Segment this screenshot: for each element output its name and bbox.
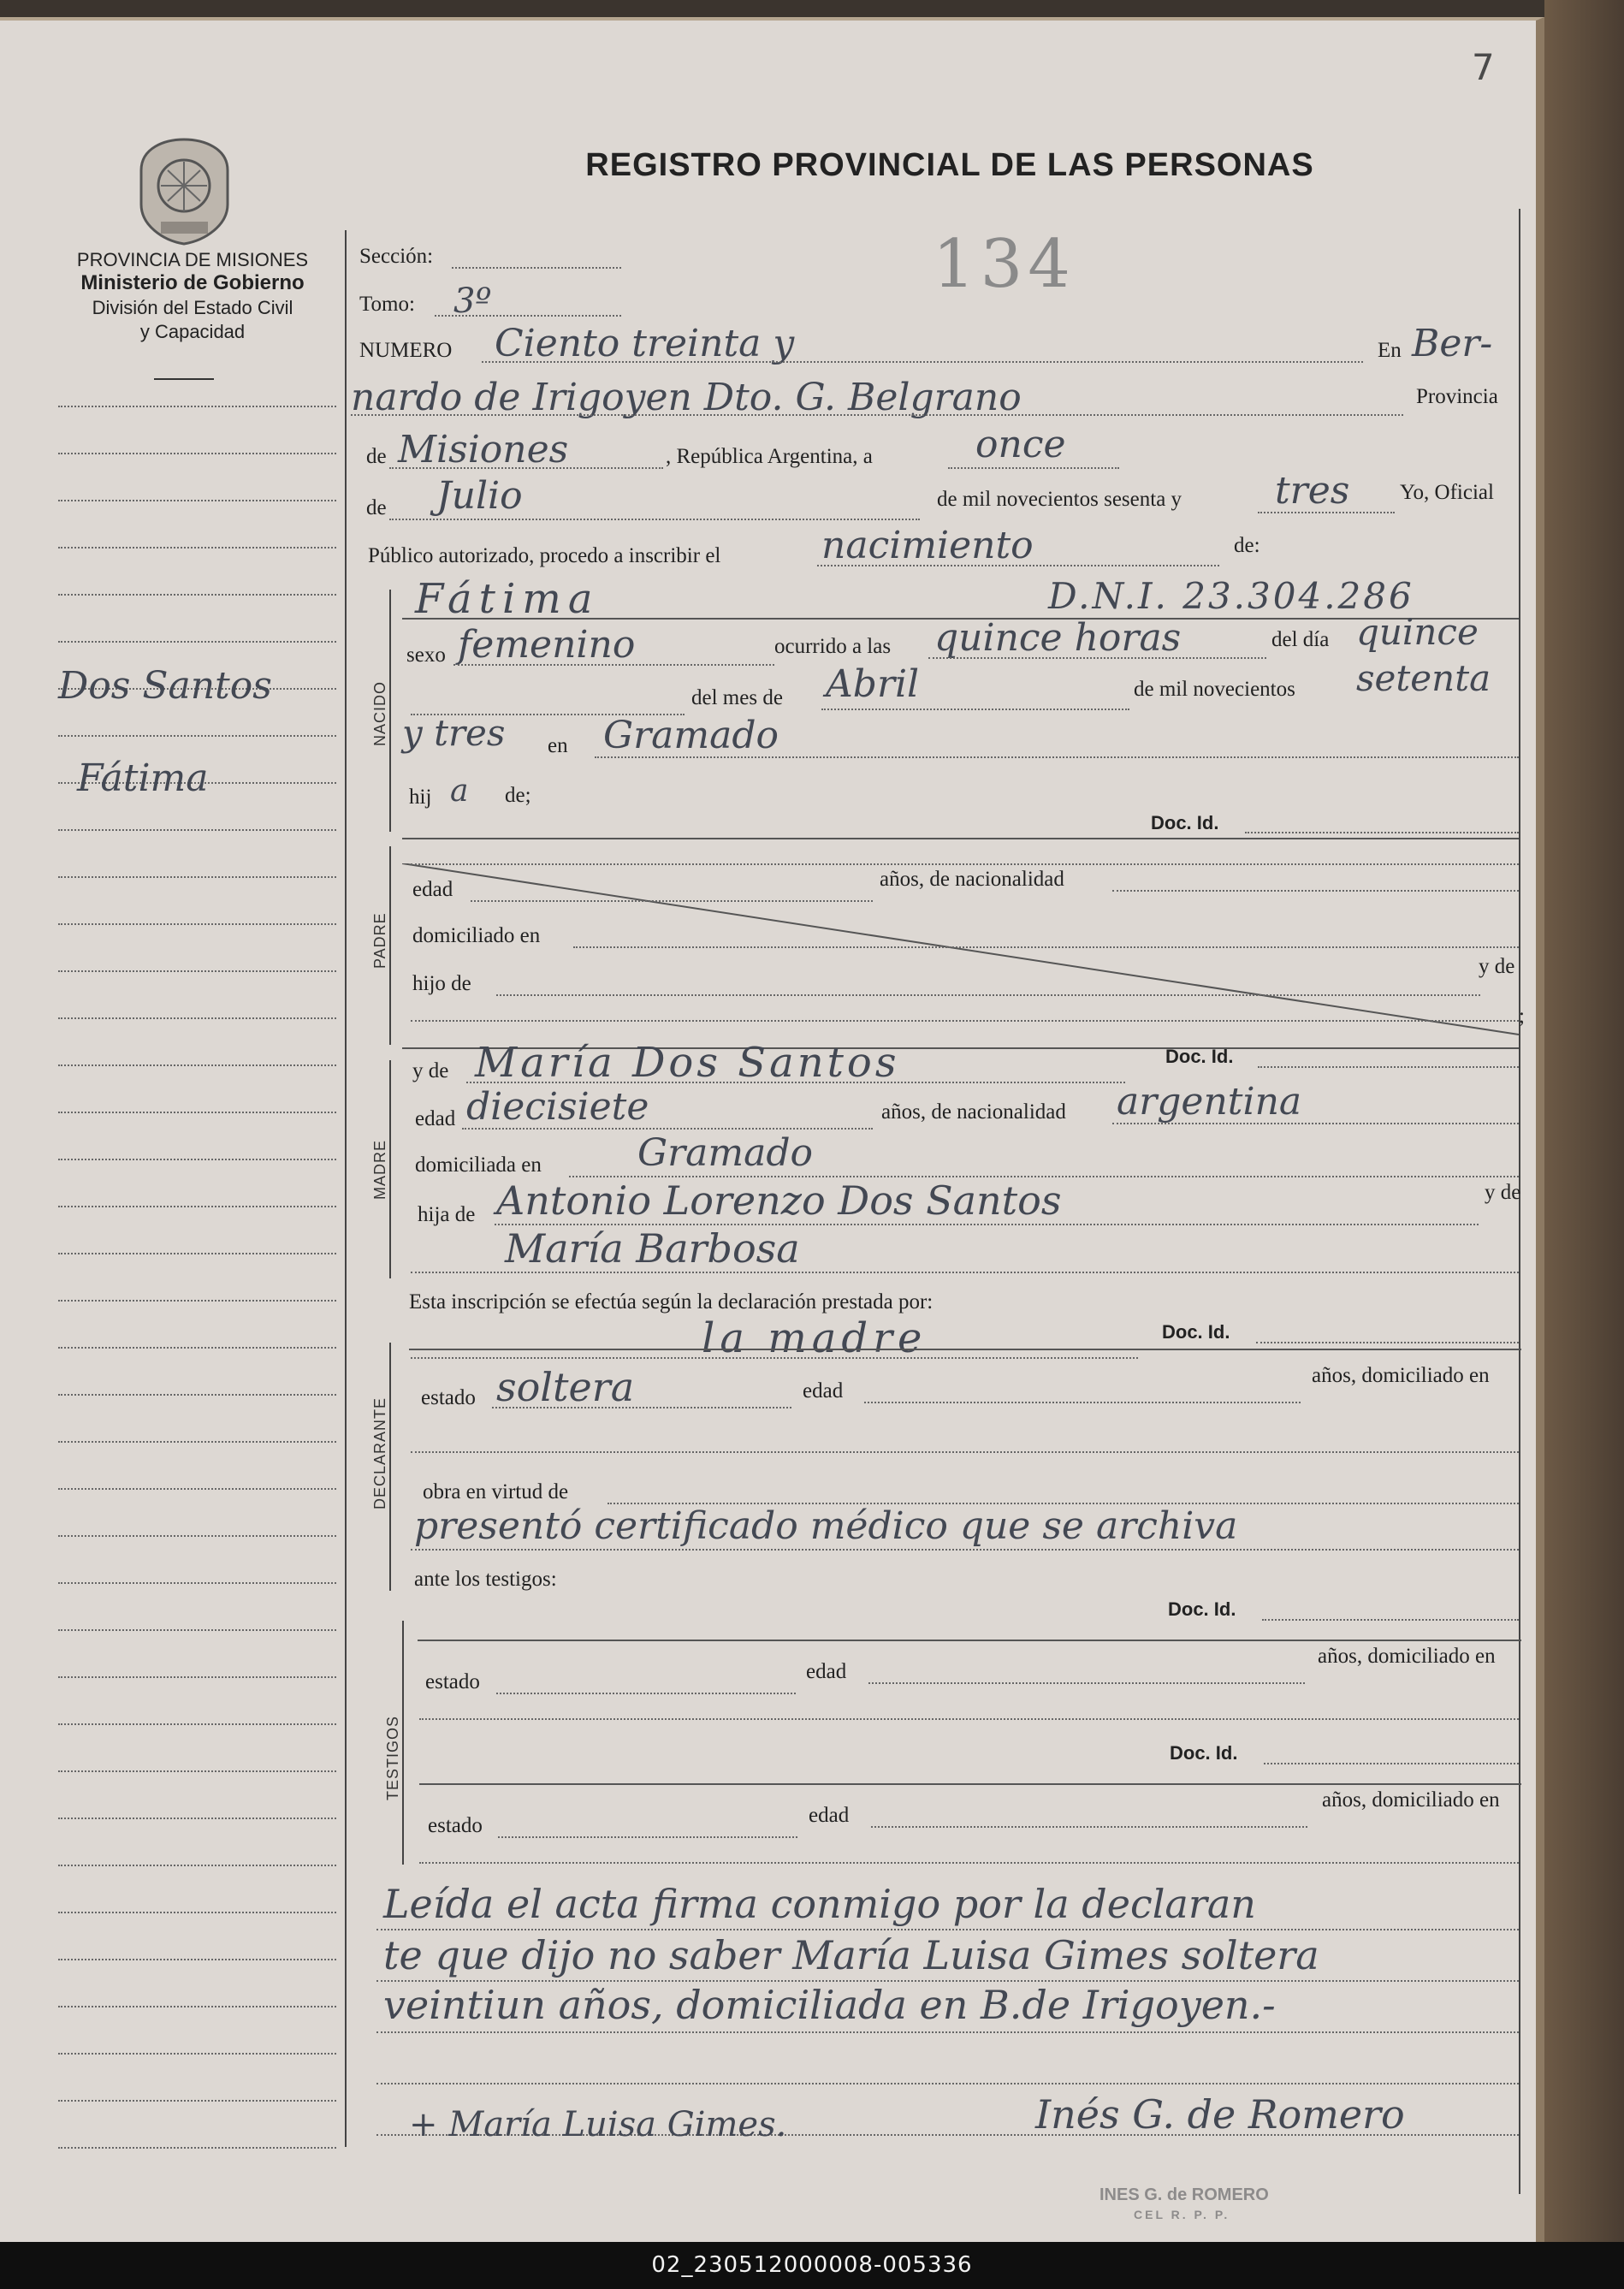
padre-bracket [389,846,391,1045]
doc-id-label-5: Doc. Id. [1170,1742,1238,1764]
del-dia-label: del día [1271,628,1330,651]
tomo-label: Tomo: [359,293,415,316]
signature-officer: Inés G. de Romero [1035,2091,1405,2138]
anos-nac-label-padre: años, de nacionalidad [880,868,1064,891]
signature-declarant: + María Luisa Gimes. [409,2105,787,2144]
madre-madre-value: María Barbosa [505,1225,800,1272]
tomo-value: 3º [453,282,492,321]
coat-of-arms-seal [135,136,234,246]
y-de-label-madre-2: y de [1485,1181,1521,1204]
edad-label-madre: edad [415,1107,456,1130]
dia-nac-value: quince [1356,611,1479,653]
provincia-label: Provincia [1416,385,1498,408]
testigos-tag: TESTIGOS [384,1715,401,1800]
de-colon-label: de: [1234,534,1260,557]
registry-number-handwritten: 134 [933,226,1076,303]
place-value: nardo de Irigoyen Dto. G. Belgrano [351,376,1022,419]
estado-label-t2: estado [428,1814,483,1837]
madre-tag: MADRE [371,1139,388,1200]
seccion-label: Sección: [359,245,434,268]
acto-value: nacimiento [821,524,1034,567]
dia-value: once [975,423,1066,466]
mes-value: Julio [436,474,523,518]
inscripcion-label: Esta inscripción se efectúa según la declaración prestada por: [409,1290,934,1314]
republica-label: , República Argentina, a [666,445,873,468]
de-mil-label-2: de mil novecientos [1134,678,1295,701]
domiciliado-label-padre: domiciliado en [412,924,541,947]
edad-label-padre: edad [412,878,453,901]
nacido-bracket [389,590,391,832]
anos-dom-label-t2: años, domiciliado en [1322,1788,1500,1812]
divider [154,378,214,380]
sexo-label: sexo [406,643,446,667]
left-rule [345,230,347,2147]
declarante-tag: DECLARANTE [371,1397,388,1509]
declarante-bracket [389,1343,391,1591]
publico-label: Público autorizado, procedo a inscribir el [368,544,721,567]
institution-block [34,249,351,343]
page-title: REGISTRO PROVINCIAL DE LAS PERSONAS [585,147,1314,183]
nacido-tag: NACIDO [371,680,388,746]
obra-value: presentó certificado médico que se archiva [414,1504,1238,1548]
y-de-label-madre: y de [412,1059,449,1082]
institution-line-1: PROVINCIA DE MISIONES [76,249,309,270]
anos-nac-label-madre: años, de nacionalidad [881,1100,1066,1124]
certificate-sheet [0,17,1544,2242]
institution-line-2: Ministerio de Gobierno [80,271,305,294]
madre-dom-value: Gramado [637,1131,814,1175]
en-label: En [1378,339,1402,362]
scan-id-footer: 02_230512000008-005336 [0,2242,1624,2289]
doc-id-label-4: Doc. Id. [1168,1598,1236,1620]
institution-line-3: División del Estado Civil [92,297,293,318]
padre-tag: PADRE [371,912,388,969]
anio-nac-2-value: y tres [402,712,506,754]
sexo-value: femenino [458,623,636,667]
margin-given-name: Fátima [77,756,209,800]
de-label-2: de [366,496,387,519]
estado-label-decl: estado [421,1386,476,1409]
del-mes-label: del mes de [691,686,783,709]
de-mil-label: de mil novecientos sesenta y [937,488,1182,511]
testigos-bracket [402,1621,404,1865]
semicolon-label: ; [1519,1005,1525,1028]
margin-surname: Dos Santos [58,664,272,708]
nota-line-1: Leída el acta firma conmigo por la declaran [383,1881,1256,1927]
doc-id-label-2: Doc. Id. [1165,1046,1234,1067]
hora-value: quince horas [934,616,1182,660]
provincia-value: Misiones [398,428,569,471]
declarante-value: la madre [702,1314,928,1362]
lugar-nac-value: Gramado [603,714,779,757]
institution-line-4: y Capacidad [139,321,246,342]
en-place-value: Ber- [1412,322,1493,365]
edad-label-t2: edad [809,1804,850,1827]
edad-label-decl: edad [803,1379,844,1402]
officer-stamp: INES G. de ROMERO [1099,2185,1269,2204]
de-semicolon-label: de; [505,784,531,807]
page-number: 7 [1472,46,1495,88]
doc-id-label-1: Doc. Id. [1151,812,1219,833]
hija-de-label: hija de [418,1203,476,1226]
mes-nac-value: Abril [826,662,920,706]
book-edge [1544,0,1624,2242]
madre-nombre-value: María Dos Santos [475,1039,900,1087]
ocurrido-label: ocurrido a las [774,635,892,658]
de-label: de [366,445,387,468]
yo-oficial-label: Yo, Oficial [1400,481,1494,504]
numero-label: NUMERO [359,339,453,362]
nota-line-3: veintiun años, domiciliada en B.de Irigoyen.- [383,1982,1276,2028]
doc-id-label-3: Doc. Id. [1162,1321,1230,1343]
hijo-de-label: hijo de [412,972,471,995]
nombre-value: Fátima [415,575,600,623]
madre-nac-value: argentina [1117,1080,1302,1124]
hij-suffix: a [450,774,469,809]
madre-padre-value: Antonio Lorenzo Dos Santos [496,1177,1062,1224]
ante-testigos-label: ante los testigos: [414,1568,557,1591]
anio-nac-value: setenta [1356,657,1491,699]
officer-stamp-sub: CEL R. P. P. [1134,2208,1230,2221]
edad-label-t1: edad [806,1660,847,1683]
anos-dom-label-decl: años, domiciliado en [1312,1364,1490,1387]
en-label-2: en [548,734,568,757]
numero-value: Ciento treinta y [495,322,795,365]
obra-label: obra en virtud de [423,1480,569,1503]
domiciliada-label: domiciliada en [415,1153,542,1177]
anos-dom-label-t1: años, domiciliado en [1318,1645,1496,1668]
madre-bracket [389,1060,391,1278]
estado-decl-value: soltera [496,1364,635,1410]
estado-label-t1: estado [425,1670,480,1693]
dni-value: D.N.I. 23.304.286 [1048,575,1414,617]
nota-line-2: te que dijo no saber María Luisa Gimes soltera [383,1932,1319,1978]
madre-edad-value: diecisiete [466,1085,649,1129]
y-de-label-padre: y de [1479,955,1515,978]
anio-value: tres [1275,469,1350,513]
hij-label: hij [409,786,432,809]
